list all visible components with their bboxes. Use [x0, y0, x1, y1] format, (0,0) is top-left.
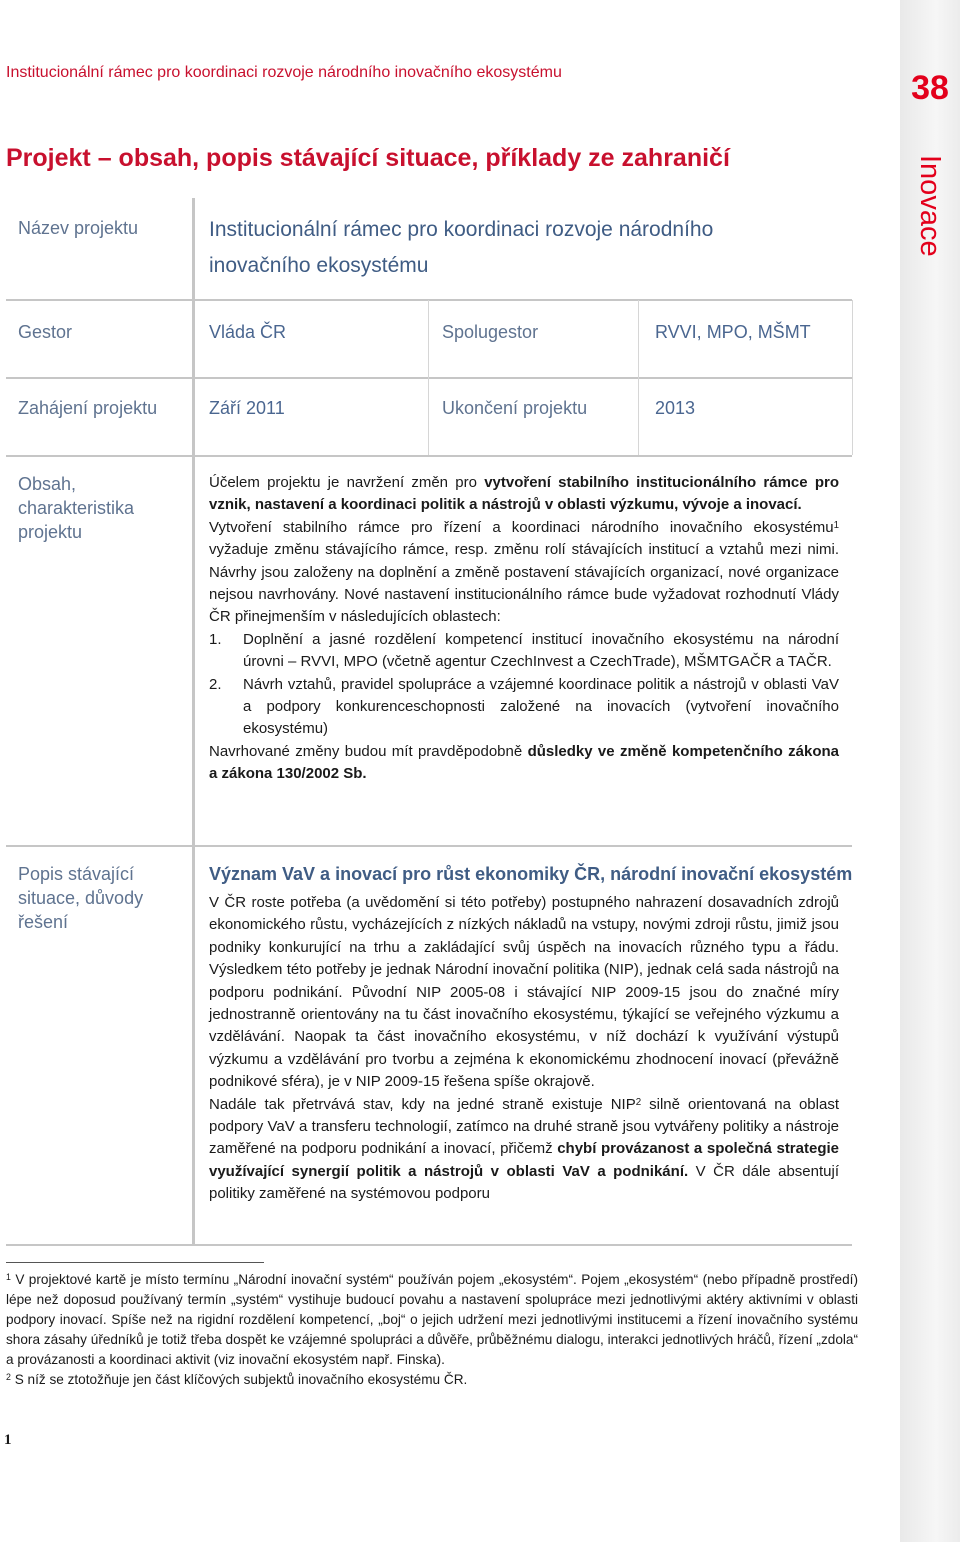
- cogestor-value: RVVI, MPO, MŠMT: [655, 322, 811, 342]
- list-item: 2. Návrh vztahů, pravidel spolupráce a vzájemné koordinace politik a nástrojů v oblasti VaV a podpory konkurenceschopnosti založené na inovacích (vytvoření inovačního ekosystému): [209, 675, 839, 738]
- situation-label: Popis stávající situace, důvody řešení: [18, 864, 144, 932]
- table-row-divider: [6, 377, 852, 379]
- table-cell-divider: [852, 300, 853, 455]
- situation-body: [209, 892, 839, 1206]
- section-heading: Význam VaV a inovací pro růst ekonomiky ČR, národní inovační ekosystém: [209, 864, 853, 884]
- table-cell-divider: [638, 300, 639, 455]
- end-label: Ukončení projektu: [442, 398, 588, 418]
- cogestor-label: Spolugestor: [442, 322, 539, 342]
- gestor-label: Gestor: [18, 322, 73, 342]
- end-value: 2013: [655, 398, 696, 418]
- footnote-1: $^1$ V projektové kartě je místo termínu „Národní inovační systém“ používán pojem „ekosystém“. Pojem „ekosystém“ (nebo případně prostředí) lépe než doposud používaný termín „systém“ vystihuje budoucí povahu a nastavení spolupráce mezi jednotlivými aktéry aktivními v oblasti podpory inovací. Spíše než na rigidní rozdělení kompetencí, „boj“ o jejich udržení mezi jednotlivými institucemi a řízení inovačního systému shora zásahy úředníků je totiž třeba dospět ke vzájemné spolupráci a důvěře, průběžnému dialogu, interakci jednotlivých hráčů, řízení „zdola“ a provázanosti a koordinaci aktivit (viz inovační ekosystém např. Finska).: [6, 1272, 858, 1367]
- content-paragraph: Účelem projektu je navržení změn pro vytvoření stabilního institucionálního rámce pro vznik, nastavení a koordinaci politik a nástrojů v oblasti výzkumu, vývoje a inovací.: [209, 474, 840, 514]
- footnotes: [6, 1270, 858, 1390]
- content-paragraph: Vytvoření stabilního rámce pro řízení a koordinaci národního inovačního ekosystému$^1$ vyžaduje změnu stávajícího rámce, resp. změnu rolí stávajících institucí a vztahů mezi nimi. Návrhy jsou založeny na doplnění a změně postavení stávajících organizací, nové organizace nejsou navrhovány. Nové nastavení institucionálního rámce bude vyžadovat rozhodnutí Vlády ČR přinejmenším v následujících oblastech:: [209, 518, 839, 626]
- running-header: Institucionální rámec pro koordinaci rozvoje národního inovačního ekosystému: [6, 64, 562, 81]
- bottom-page-number: 1: [4, 1432, 12, 1448]
- content-label: Obsah, charakteristika projektu: [18, 474, 135, 542]
- page-title: Projekt – obsah, popis stávající situace, příklady ze zahraničí: [6, 144, 730, 172]
- page-number: 38: [911, 69, 949, 107]
- content-body: [209, 472, 839, 786]
- project-name-line1: Institucionální rámec pro koordinaci rozvoje národního: [209, 218, 714, 241]
- table-row-divider: [6, 299, 852, 301]
- gestor-value: Vláda ČR: [209, 322, 287, 342]
- table-cell-divider: [428, 300, 429, 455]
- start-label: Zahájení projektu: [18, 398, 158, 418]
- footnote-separator: [6, 1262, 264, 1263]
- project-name-line2: inovačního ekosystému: [209, 254, 429, 277]
- start-value: Září 2011: [209, 398, 285, 418]
- project-name-label: Název projektu: [18, 218, 139, 238]
- table-bottom-border: [6, 1244, 852, 1246]
- side-label: Inovace: [914, 155, 946, 257]
- content-paragraph: Navrhované změny budou mít pravděpodobně důsledky ve změně kompetenčního zákona a zákona 130/2002 Sb.: [209, 742, 840, 783]
- table-vertical-divider: [192, 198, 195, 1244]
- table-row-divider: [6, 845, 852, 847]
- situation-paragraph: Nadále tak přetrvává stav, kdy na jedné straně existuje NIP$^2$ silně orientovaná na oblast podpory VaV a transferu technologií, zatímco na druhé straně jsou vytvářeny politiky a nástroje zaměřené na podporu podnikání a inovací, přičemž chybí provázanost a společná strategie využívající synergií politik a nástrojů v oblasti VaV a podnikání. V ČR dále absentují politiky zaměřené na systémovou podporu: [209, 1095, 840, 1203]
- footnote-2: $^2$ S níž se ztotožňuje jen část klíčových subjektů inovačního ekosystému ČR.: [6, 1372, 468, 1387]
- table-row-divider: [6, 455, 852, 457]
- situation-paragraph: V ČR roste potřeba (a uvědomění si této potřeby) postupného nahrazení dosavadních zdrojů ekonomického růstu, vycházejících z nízkých nákladů na vstupy, novými zdroji růstu, jimiž jsou podniky konkurující na trhu a zakládající svůj úspěch na inovacích různého typu a řádu. Výsledkem této potřeby je jednak Národní inovační politika (NIP), jednak celá sada nástrojů na podporu podnikání. Původní NIP 2005-08 i stávající NIP 2009-15 jsou do značné míry jednostranně orientovány na tu část inovačního ekosystému, týkající se veřejného výzkumu a vzdělávání. Naopak ta část inovačního ekosystému, v níž dochází k využívání výstupů výzkumu a vzdělávání pro tvorbu a zejména k ekonomickému zhodnocení inovací (převážně podnikové sféra), je v NIP 2009-15 řešena spíše okrajově.: [209, 894, 839, 1091]
- list-item: 1. Doplnění a jasné rozdělení kompetencí institucí inovačního ekosystému na národní úrovni – RVVI, MPO (včetně agentur CzechInvest a CzechTrade), MŠMTGAČR a TAČR.: [209, 630, 839, 671]
